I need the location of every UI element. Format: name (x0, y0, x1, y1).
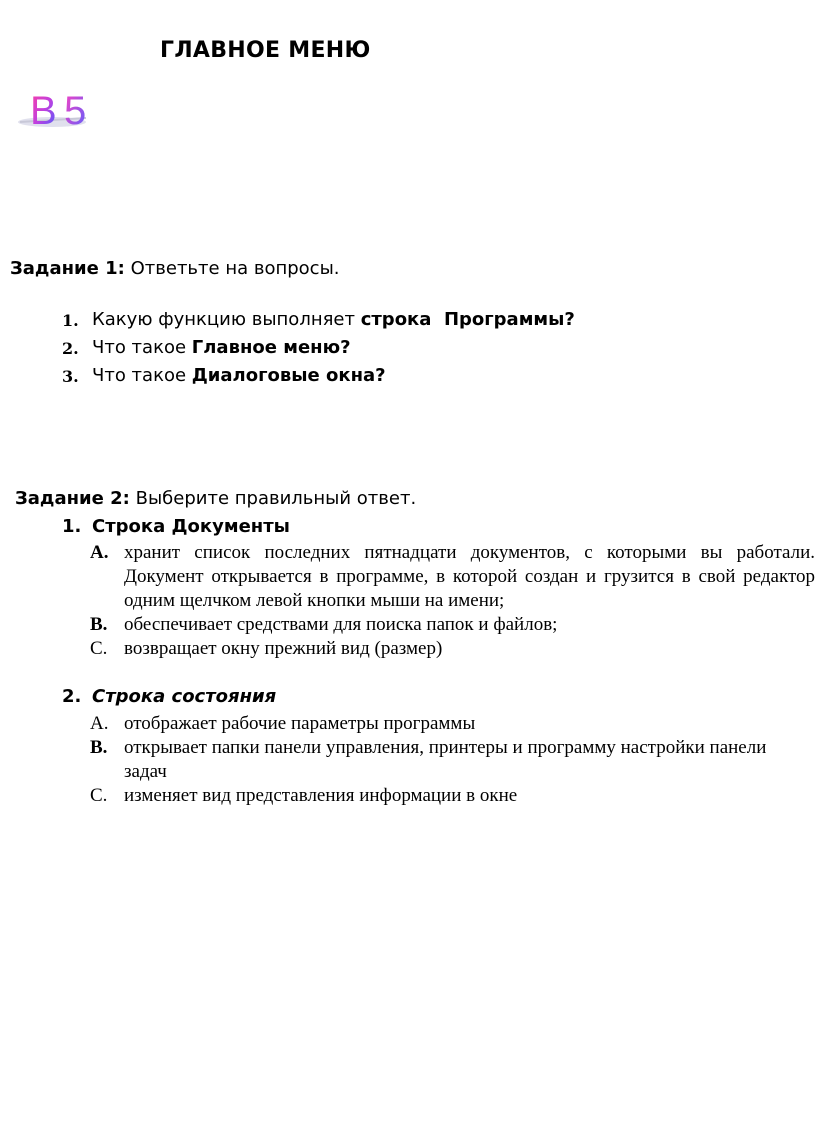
page-title: ГЛАВНОЕ МЕНЮ (160, 38, 371, 63)
section-2-title: 2. Строка состояния (62, 686, 277, 707)
task1-heading (10, 258, 340, 279)
task2-instruction: Выберите правильный ответ. (135, 488, 417, 509)
task1-instruction: Ответьте на вопросы. (130, 258, 340, 279)
logo-letter: B (30, 89, 57, 132)
section-1-title: 1. Строка Документы (62, 516, 290, 537)
option-2b: B. открывает папки панели управления, принтеры и программу настройки панели задач (90, 737, 767, 782)
task2-heading (15, 488, 416, 509)
option-2a: A. отображает рабочие параметры программы (90, 713, 476, 734)
option-1c: C. возвращает окну прежний вид (размер) (90, 638, 443, 659)
task1-label: Задание 1: (10, 258, 125, 279)
option-2c: C. изменяет вид представления информации в окне (90, 785, 518, 806)
question-1: 1. Какую функцию выполняет строка Программы? (62, 309, 575, 330)
question-2: 2. Что такое Главное меню? (62, 337, 351, 358)
option-1b: B. обеспечивает средствами для поиска папок и файлов; (90, 614, 558, 635)
question-3: 3. Что такое Диалоговые окна? (62, 365, 386, 386)
b5-logo (14, 88, 94, 132)
option-1a: A. хранит список последних пятнадцати документов, с которыми вы работали. Документ открывается в программе, в которой создан и грузится в свой редактор одним щелчком левой кнопки мыши на имени; (90, 542, 815, 611)
logo-digit: 5 (64, 89, 87, 132)
task2-label: Задание 2: (15, 488, 130, 509)
